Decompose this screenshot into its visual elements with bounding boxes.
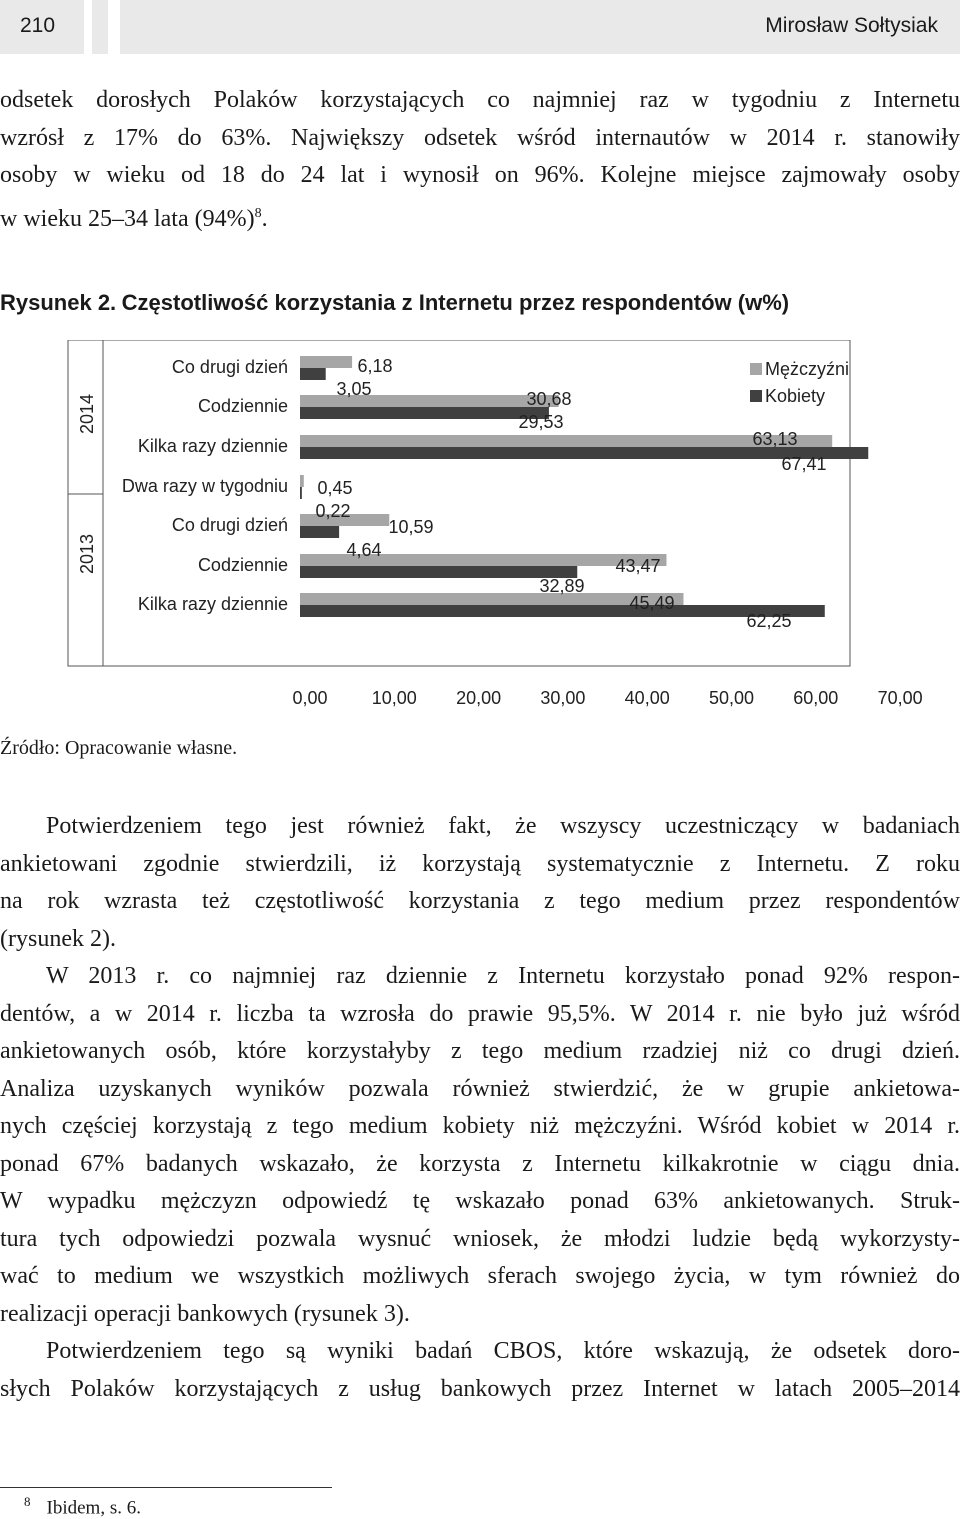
text-line: ankietowanych osób, które korzystałyby z tego medium rzadziej niż co drugi dzień. <box>0 1038 960 1064</box>
data-label-kobiety: 4,64 <box>346 540 382 560</box>
bar-mezczyzni <box>300 593 683 605</box>
figure-caption <box>0 290 789 316</box>
text-line: wzrósł z 17% do 63%. Największy odsetek wśród internautów w 2014 r. stanowiły <box>0 124 960 151</box>
text-line: dentów, a w 2014 r. liczba ta wzrosła do prawie 95,5%. W 2014 r. nie było już wśród <box>0 1000 960 1027</box>
x-tick-label: 40,00 <box>624 688 670 708</box>
text-line: wać to medium we wszystkich możliwych sferach swojego życia, w tym również do <box>0 1263 960 1289</box>
x-tick-label: 60,00 <box>793 688 839 708</box>
text-line: osoby w wieku od 18 do 24 lat i wynosił on 96%. Kolejne miejsce zajmowały osoby <box>0 162 960 188</box>
intro-paragraph <box>0 82 960 238</box>
text-line: ponad 67% badanych wskazało, że korzysta z Internetu kilkakrotnie w ciągu dnia. <box>0 1150 960 1177</box>
figure-title: Częstotliwość korzystania z Internetu przez respondentów (w%) <box>121 290 790 315</box>
data-label-mezczyzni: 0,45 <box>317 478 353 498</box>
text-line: W 2013 r. co najmniej raz dziennie z Internetu korzystało ponad 92% respon- <box>46 963 960 989</box>
figure-label: Rysunek 2. <box>0 290 117 315</box>
text-line: odsetek dorosłych Polaków korzystających co najmniej raz w tygodniu z Internetu <box>0 87 960 113</box>
category-label: Dwa razy w tygodniu <box>121 476 288 496</box>
group-label-2014: 2014 <box>77 393 97 435</box>
header-divider <box>92 0 108 54</box>
bar-kobiety <box>300 407 549 419</box>
data-label-mezczyzni: 30,68 <box>526 389 572 409</box>
data-label-mezczyzni: 6,18 <box>357 356 393 376</box>
category-label: Kilka razy dziennie <box>137 436 288 456</box>
bar-mezczyzni <box>300 475 304 487</box>
footnote-ref: 8 <box>254 205 262 221</box>
text-line: nych częściej korzystają z tego medium kobiety niż mężczyźni. Wśród kobiet w 2014 r. <box>0 1113 960 1139</box>
text-line: (rysunek 2). <box>0 925 116 952</box>
text-line: W wypadku mężczyzn odpowiedź tę wskazało ponad 63% ankietowanych. Struk- <box>0 1188 960 1214</box>
data-label-kobiety: 0,22 <box>315 501 351 521</box>
x-tick-label: 30,00 <box>540 688 586 708</box>
category-label: Co drugi dzień <box>171 515 288 535</box>
data-label-kobiety: 3,05 <box>336 379 372 399</box>
footnote-rule <box>0 1487 332 1488</box>
x-tick-label: 50,00 <box>708 688 755 708</box>
legend-swatch-kobiety <box>750 390 762 402</box>
x-tick-label: 20,00 <box>456 688 502 708</box>
group-label-2013: 2013 <box>77 533 97 575</box>
x-tick-label: 10,00 <box>371 688 417 708</box>
text-line <box>0 195 960 239</box>
category-label: Codziennie <box>197 555 288 575</box>
text-line: Potwierdzeniem tego są wyniki badań CBOS, które wskazują, że odsetek doro- <box>46 1338 960 1364</box>
bar-kobiety <box>300 526 339 538</box>
text-line: Potwierdzeniem tego jest również fakt, że wszyscy uczestniczący w badaniach <box>46 813 960 839</box>
text-line: tura tych odpowiedzi pozwala wysnuć wniosek, że młodzi ludzie będą wykorzysty- <box>0 1225 960 1252</box>
data-label-kobiety: 32,89 <box>539 576 585 596</box>
legend-label-mezczyzni: Mężczyźni <box>765 359 850 379</box>
text-line: Analiza uzyskanych wyników pozwala również stwierdzić, że w grupie ankietowa- <box>0 1075 960 1102</box>
data-label-kobiety: 62,25 <box>746 611 792 631</box>
category-label: Codziennie <box>197 396 288 416</box>
text-line: realizacji operacji bankowych (rysunek 3). <box>0 1300 410 1327</box>
text-line: słych Polaków korzystających z usług bankowych przez Internet w latach 2005–2014 <box>0 1375 960 1402</box>
bar-kobiety <box>300 566 577 578</box>
figure-source: Źródło: Opracowanie własne. <box>0 737 238 759</box>
chart-frame <box>68 340 850 666</box>
category-label: Kilka razy dziennie <box>137 594 288 614</box>
page-header <box>0 0 960 54</box>
footnote-text: Ibidem, s. 6. <box>46 1497 141 1519</box>
bar-kobiety <box>300 368 326 380</box>
footnote-number: 8 <box>24 1494 31 1509</box>
legend-label-kobiety: Kobiety <box>765 386 826 406</box>
text-line: na rok wzrasta też częstotliwość korzystania z tego medium przez respondentów <box>0 888 960 914</box>
footnote <box>24 1494 141 1519</box>
data-label-mezczyzni: 45,49 <box>629 593 675 613</box>
text-segment: . <box>261 205 268 232</box>
data-label-mezczyzni: 63,13 <box>752 429 798 449</box>
legend-swatch-mezczyzni <box>750 363 762 375</box>
page-number: 210 <box>20 14 56 37</box>
bar-mezczyzni <box>300 356 352 368</box>
category-label: Co drugi dzień <box>171 357 288 377</box>
x-tick-label: 70,00 <box>877 688 923 708</box>
data-label-mezczyzni: 43,47 <box>615 556 661 576</box>
data-label-mezczyzni: 10,59 <box>388 517 434 537</box>
bar-chart <box>0 340 960 730</box>
body-paragraphs <box>0 808 960 1408</box>
data-label-kobiety: 29,53 <box>518 412 564 432</box>
text-segment: w wieku 25–34 lata (94%) <box>0 205 255 232</box>
x-tick-label: 0,00 <box>292 688 328 708</box>
text-line: ankietowani zgodnie stwierdzili, iż korzystają systematycznie z Internetu. Z roku <box>0 850 960 877</box>
bar-kobiety <box>300 487 302 499</box>
data-label-kobiety: 67,41 <box>781 454 827 474</box>
running-author: Mirosław Sołtysiak <box>765 14 938 37</box>
